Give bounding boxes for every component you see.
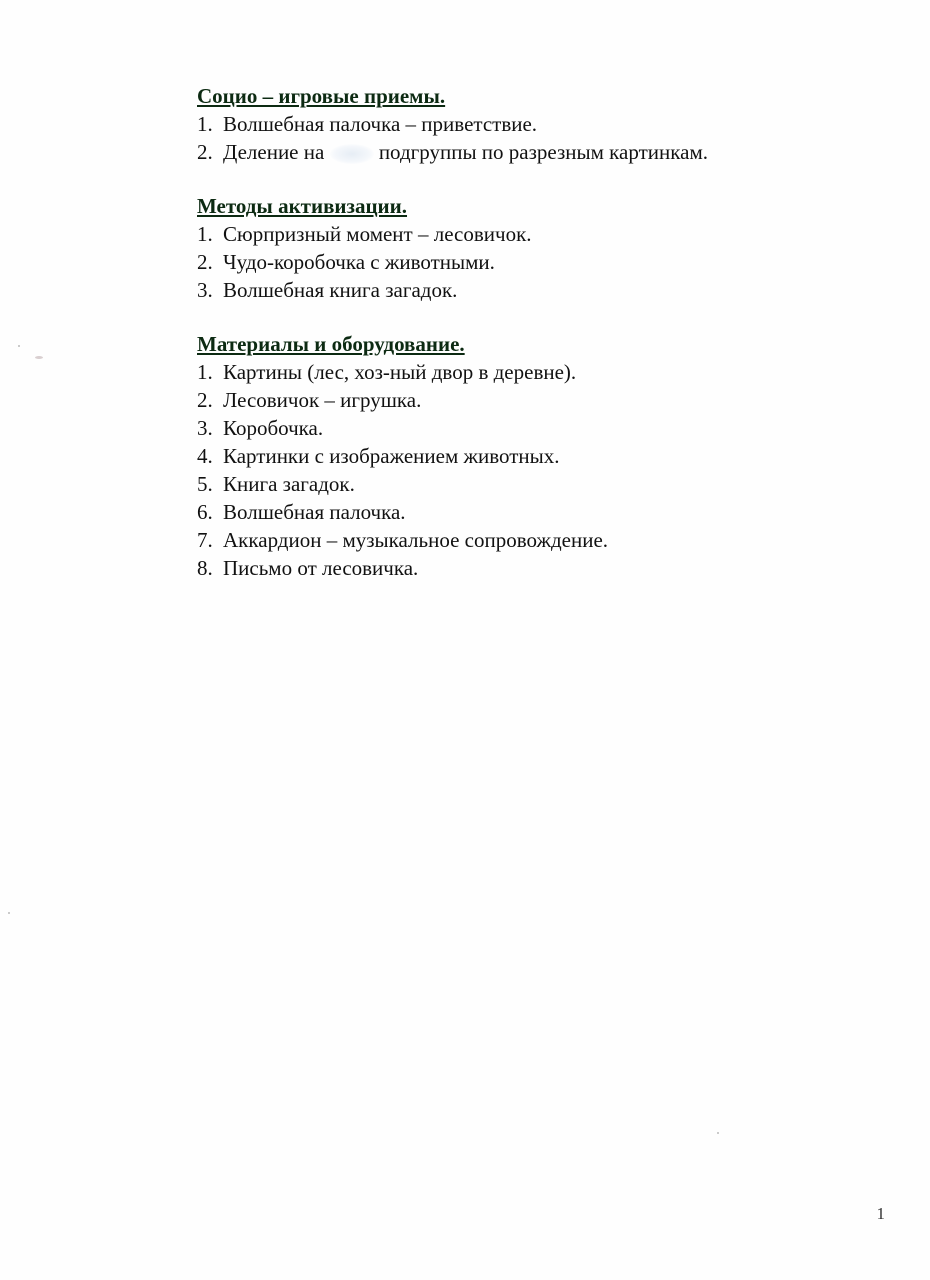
list-number: 1. — [197, 112, 213, 136]
list-item — [197, 220, 857, 248]
list — [197, 358, 857, 582]
list-number: 1. — [197, 222, 213, 246]
list-text: Книга загадок. — [223, 472, 355, 496]
list-text: Коробочка. — [223, 416, 324, 440]
scan-smudge — [330, 144, 374, 164]
section-title: Методы активизации. — [197, 194, 408, 218]
scan-speck — [35, 356, 43, 359]
list-item — [197, 358, 857, 386]
section-activation-methods — [197, 192, 857, 304]
list-item — [197, 470, 857, 498]
list-text: Сюрпризный момент – лесовичок. — [223, 222, 532, 246]
list-number: 5. — [197, 472, 213, 496]
list-item — [197, 386, 857, 414]
list-text: Картины (лес, хоз-ный двор в деревне). — [223, 360, 577, 384]
list-item — [197, 138, 857, 166]
list-text: Лесовичок – игрушка. — [223, 388, 422, 412]
list-item — [197, 248, 857, 276]
list-item — [197, 554, 857, 582]
list-text: Аккардион – музыкальное сопровождение. — [223, 528, 609, 552]
list-number: 3. — [197, 278, 213, 302]
list-item — [197, 414, 857, 442]
list-item — [197, 276, 857, 304]
list-number: 2. — [197, 388, 213, 412]
list-number: 1. — [197, 360, 213, 384]
list-number: 6. — [197, 500, 213, 524]
list-item — [197, 526, 857, 554]
list-text: Картинки с изображением животных. — [223, 444, 560, 468]
scan-speck — [8, 912, 10, 914]
list-text-before: Деление на — [223, 140, 325, 164]
list-number: 4. — [197, 444, 213, 468]
list-number: 2. — [197, 250, 213, 274]
section-socio-game-techniques — [197, 82, 857, 166]
list-text-after: подгруппы по разрезным картинкам. — [378, 140, 708, 164]
list-number: 7. — [197, 528, 213, 552]
scan-speck — [717, 1132, 719, 1134]
list-text: Волшебная палочка – приветствие. — [223, 112, 538, 136]
list-number: 2. — [197, 140, 213, 164]
document-content — [197, 82, 857, 608]
list — [197, 220, 857, 304]
section-materials-equipment — [197, 330, 857, 582]
page-number: 1 — [876, 1204, 885, 1223]
list-number: 8. — [197, 556, 213, 580]
section-title: Материалы и оборудование. — [197, 332, 465, 356]
list-text: Волшебная палочка. — [223, 500, 406, 524]
list-text: Волшебная книга загадок. — [223, 278, 458, 302]
list-item — [197, 110, 857, 138]
list-text: Письмо от лесовичка. — [223, 556, 419, 580]
list — [197, 110, 857, 166]
list-item — [197, 442, 857, 470]
list-number: 3. — [197, 416, 213, 440]
list-text: Чудо-коробочка с животными. — [223, 250, 495, 274]
section-title: Социо – игровые приемы. — [197, 84, 446, 108]
scan-speck — [18, 345, 20, 347]
list-item — [197, 498, 857, 526]
